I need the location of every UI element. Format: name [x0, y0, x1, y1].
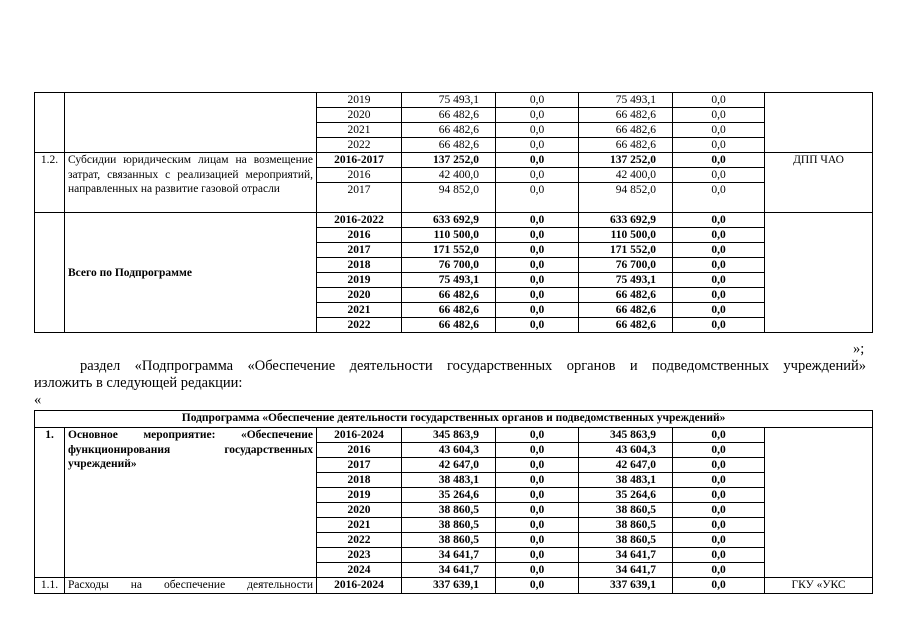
federal-cell: 0,0: [496, 563, 579, 578]
year-cell: 2018: [317, 473, 402, 488]
federal-cell: 0,0: [496, 303, 579, 318]
regional-cell: 345 863,9: [579, 428, 673, 443]
table-row: [35, 428, 873, 443]
regional-cell: 66 482,6: [579, 303, 673, 318]
regional-cell: 35 264,6: [579, 488, 673, 503]
federal-cell: 0,0: [496, 503, 579, 518]
other-cell: 0,0: [673, 488, 765, 503]
total-cell: 66 482,6: [402, 288, 496, 303]
year-cell: 2022: [317, 533, 402, 548]
federal-cell: 0,0: [496, 488, 579, 503]
executor-cell: [765, 93, 873, 153]
other-cell: 0,0: [673, 243, 765, 258]
regional-cell: 137 252,0: [579, 153, 673, 168]
year-cell: 2020: [317, 288, 402, 303]
federal-cell: 0,0: [496, 443, 579, 458]
year-cell: 2016-2024: [317, 428, 402, 443]
other-cell: 0,0: [673, 93, 765, 108]
federal-cell: 0,0: [496, 533, 579, 548]
table-row: [35, 411, 873, 428]
other-cell: 0,0: [673, 473, 765, 488]
regional-cell: 110 500,0: [579, 228, 673, 243]
regional-cell: 38 483,1: [579, 473, 673, 488]
year-cell: 2016-2022: [317, 213, 402, 228]
other-cell: 0,0: [673, 428, 765, 443]
paragraph-line-1: раздел «Подпрограмма «Обеспечение деятельности государственных органов и подведомственных учреждений»: [80, 358, 866, 374]
item-number: 1.: [35, 428, 65, 578]
executor-cell: ГКУ «УКС: [765, 578, 873, 594]
federal-cell: 0,0: [496, 153, 579, 168]
opening-quote: «: [34, 392, 42, 408]
year-cell: 2019: [317, 273, 402, 288]
table-row: [35, 153, 873, 168]
total-cell: 94 852,0: [402, 183, 496, 213]
year-cell: 2019: [317, 93, 402, 108]
other-cell: 0,0: [673, 518, 765, 533]
regional-cell: 94 852,0: [579, 183, 673, 213]
other-cell: 0,0: [673, 273, 765, 288]
total-cell: 34 641,7: [402, 563, 496, 578]
total-cell: 75 493,1: [402, 273, 496, 288]
year-cell: 2020: [317, 108, 402, 123]
other-cell: 0,0: [673, 443, 765, 458]
year-cell: 2016: [317, 228, 402, 243]
year-cell: 2016-2024: [317, 578, 402, 594]
total-cell: 38 860,5: [402, 503, 496, 518]
executor-cell: [765, 213, 873, 333]
num-cell: [35, 93, 65, 153]
total-cell: 75 493,1: [402, 93, 496, 108]
federal-cell: 0,0: [496, 123, 579, 138]
executor-cell: ДПП ЧАО: [765, 153, 873, 213]
year-cell: 2017: [317, 243, 402, 258]
other-cell: 0,0: [673, 533, 765, 548]
other-cell: 0,0: [673, 123, 765, 138]
year-cell: 2018: [317, 258, 402, 273]
subprogram-header: Подпрограмма «Обеспечение деятельности государственных органов и подведомственных учреждений»: [35, 411, 873, 428]
other-cell: 0,0: [673, 578, 765, 594]
federal-cell: 0,0: [496, 458, 579, 473]
other-cell: 0,0: [673, 503, 765, 518]
executor-cell: [765, 428, 873, 578]
regional-cell: 38 860,5: [579, 518, 673, 533]
federal-cell: 0,0: [496, 108, 579, 123]
regional-cell: 171 552,0: [579, 243, 673, 258]
other-cell: 0,0: [673, 138, 765, 153]
closing-quote: »;: [853, 341, 865, 357]
year-cell: 2022: [317, 138, 402, 153]
other-cell: 0,0: [673, 153, 765, 168]
year-cell: 2021: [317, 123, 402, 138]
regional-cell: 75 493,1: [579, 93, 673, 108]
item-name: Основное мероприятие: «Обеспечение функционирования государственных учреждений»: [65, 428, 317, 578]
total-cell: 76 700,0: [402, 258, 496, 273]
regional-cell: 66 482,6: [579, 288, 673, 303]
regional-cell: 633 692,9: [579, 213, 673, 228]
federal-cell: 0,0: [496, 473, 579, 488]
year-cell: 2016-2017: [317, 153, 402, 168]
regional-cell: 66 482,6: [579, 123, 673, 138]
total-cell: 38 860,5: [402, 533, 496, 548]
total-cell: 42 647,0: [402, 458, 496, 473]
budget-table-bottom: [34, 410, 873, 594]
regional-cell: 66 482,6: [579, 138, 673, 153]
total-cell: 137 252,0: [402, 153, 496, 168]
federal-cell: 0,0: [496, 318, 579, 333]
federal-cell: 0,0: [496, 228, 579, 243]
budget-table-top: [34, 92, 873, 333]
total-cell: 633 692,9: [402, 213, 496, 228]
total-cell: 35 264,6: [402, 488, 496, 503]
federal-cell: 0,0: [496, 518, 579, 533]
regional-cell: 34 641,7: [579, 548, 673, 563]
other-cell: 0,0: [673, 288, 765, 303]
total-cell: 66 482,6: [402, 303, 496, 318]
other-cell: 0,0: [673, 303, 765, 318]
federal-cell: 0,0: [496, 213, 579, 228]
other-cell: 0,0: [673, 458, 765, 473]
federal-cell: 0,0: [496, 168, 579, 183]
item-name: Субсидии юридическим лицам на возмещение затрат, связанных с реализацией мероприятий, направленных на развитие газовой отрасли: [65, 153, 317, 213]
year-cell: 2023: [317, 548, 402, 563]
table-row: [35, 213, 873, 228]
total-cell: 337 639,1: [402, 578, 496, 594]
regional-cell: 38 860,5: [579, 503, 673, 518]
year-cell: 2017: [317, 183, 402, 213]
total-cell: 42 400,0: [402, 168, 496, 183]
total-cell: 38 483,1: [402, 473, 496, 488]
federal-cell: 0,0: [496, 258, 579, 273]
other-cell: 0,0: [673, 548, 765, 563]
regional-cell: 337 639,1: [579, 578, 673, 594]
item-number: 1.1.: [35, 578, 65, 594]
regional-cell: 75 493,1: [579, 273, 673, 288]
regional-cell: 43 604,3: [579, 443, 673, 458]
federal-cell: 0,0: [496, 243, 579, 258]
federal-cell: 0,0: [496, 273, 579, 288]
year-cell: 2016: [317, 168, 402, 183]
total-cell: 43 604,3: [402, 443, 496, 458]
total-cell: 38 860,5: [402, 518, 496, 533]
total-cell: 66 482,6: [402, 108, 496, 123]
regional-cell: 38 860,5: [579, 533, 673, 548]
paragraph-line-2: изложить в следующей редакции:: [34, 375, 243, 391]
regional-cell: 42 400,0: [579, 168, 673, 183]
total-cell: 66 482,6: [402, 318, 496, 333]
federal-cell: 0,0: [496, 548, 579, 563]
year-cell: 2020: [317, 503, 402, 518]
other-cell: 0,0: [673, 108, 765, 123]
year-cell: 2022: [317, 318, 402, 333]
other-cell: 0,0: [673, 228, 765, 243]
total-cell: 34 641,7: [402, 548, 496, 563]
other-cell: 0,0: [673, 213, 765, 228]
num-cell: [35, 213, 65, 333]
regional-cell: 42 647,0: [579, 458, 673, 473]
other-cell: 0,0: [673, 183, 765, 213]
total-cell: 171 552,0: [402, 243, 496, 258]
item-number: 1.2.: [35, 153, 65, 213]
other-cell: 0,0: [673, 563, 765, 578]
regional-cell: 76 700,0: [579, 258, 673, 273]
year-cell: 2021: [317, 518, 402, 533]
total-cell: 345 863,9: [402, 428, 496, 443]
item-name: Расходы на обеспечение деятельности: [65, 578, 317, 594]
table-row: [35, 93, 873, 108]
year-cell: 2021: [317, 303, 402, 318]
total-cell: 110 500,0: [402, 228, 496, 243]
federal-cell: 0,0: [496, 138, 579, 153]
regional-cell: 66 482,6: [579, 318, 673, 333]
federal-cell: 0,0: [496, 93, 579, 108]
total-cell: 66 482,6: [402, 138, 496, 153]
federal-cell: 0,0: [496, 428, 579, 443]
regional-cell: 34 641,7: [579, 563, 673, 578]
total-cell: 66 482,6: [402, 123, 496, 138]
table-row: [35, 578, 873, 594]
federal-cell: 0,0: [496, 288, 579, 303]
other-cell: 0,0: [673, 318, 765, 333]
federal-cell: 0,0: [496, 183, 579, 213]
name-cell: [65, 93, 317, 153]
year-cell: 2016: [317, 443, 402, 458]
federal-cell: 0,0: [496, 578, 579, 594]
year-cell: 2024: [317, 563, 402, 578]
year-cell: 2017: [317, 458, 402, 473]
year-cell: 2019: [317, 488, 402, 503]
total-label: Всего по Подпрограмме: [65, 213, 317, 333]
other-cell: 0,0: [673, 258, 765, 273]
regional-cell: 66 482,6: [579, 108, 673, 123]
other-cell: 0,0: [673, 168, 765, 183]
